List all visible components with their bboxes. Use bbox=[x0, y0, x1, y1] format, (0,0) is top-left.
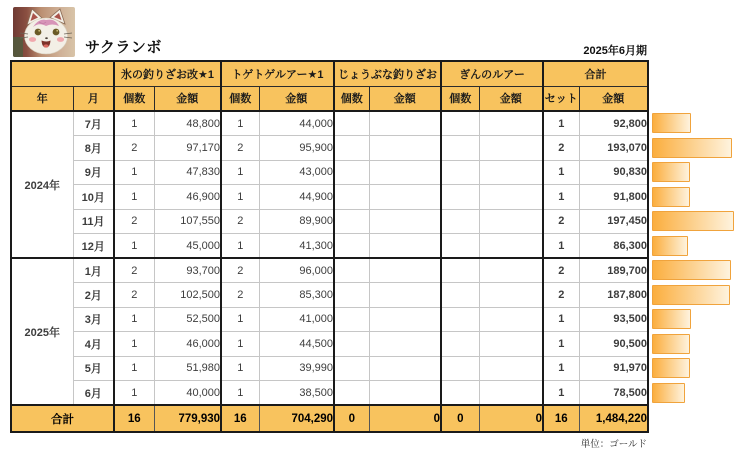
cell-a1: 93,700 bbox=[154, 258, 221, 283]
cell-c1: 2 bbox=[114, 209, 154, 234]
cell-c4 bbox=[441, 185, 479, 210]
cell-a4 bbox=[479, 332, 543, 357]
cell-c3 bbox=[334, 111, 369, 136]
col-header-count-4: 個数 bbox=[441, 86, 479, 111]
month-cell: 10月 bbox=[73, 185, 114, 210]
cell-total: 93,500 bbox=[579, 307, 648, 332]
month-cell: 4月 bbox=[73, 332, 114, 357]
total-amount-bar bbox=[652, 211, 734, 231]
cell-c4 bbox=[441, 160, 479, 185]
month-data-row bbox=[11, 209, 648, 234]
cell-a1: 46,000 bbox=[154, 332, 221, 357]
cell-a4 bbox=[479, 307, 543, 332]
cell-c2: 2 bbox=[221, 258, 259, 283]
cell-set: 2 bbox=[543, 283, 579, 308]
cell-c1: 1 bbox=[114, 111, 154, 136]
cell-c1: 2 bbox=[114, 258, 154, 283]
cell-set: 1 bbox=[543, 381, 579, 406]
year-cell: 2025年 bbox=[11, 258, 73, 405]
grand-total-amount: 1,484,220 bbox=[579, 405, 648, 432]
cell-a4 bbox=[479, 136, 543, 161]
cell-c2: 1 bbox=[221, 111, 259, 136]
cell-set: 1 bbox=[543, 234, 579, 259]
cell-a2: 43,000 bbox=[259, 160, 334, 185]
month-cell: 11月 bbox=[73, 209, 114, 234]
month-data-row bbox=[11, 258, 648, 283]
cell-a3 bbox=[369, 381, 441, 406]
col-header-month: 月 bbox=[73, 86, 114, 111]
cell-a4 bbox=[479, 283, 543, 308]
col-header-count-1: 個数 bbox=[114, 86, 154, 111]
cell-c2: 1 bbox=[221, 307, 259, 332]
cell-a1: 46,900 bbox=[154, 185, 221, 210]
total-amount-bar bbox=[652, 260, 731, 280]
cell-c4 bbox=[441, 209, 479, 234]
total-amount-bar bbox=[652, 187, 690, 207]
cell-a4 bbox=[479, 381, 543, 406]
month-data-row bbox=[11, 160, 648, 185]
col-header-amount-3: 金額 bbox=[369, 86, 441, 111]
cell-a1: 48,800 bbox=[154, 111, 221, 136]
cell-c3 bbox=[334, 356, 369, 381]
cell-a2: 96,000 bbox=[259, 258, 334, 283]
total-amount-bar bbox=[652, 285, 730, 305]
cell-a4 bbox=[479, 185, 543, 210]
cell-c3 bbox=[334, 160, 369, 185]
cell-a4 bbox=[479, 160, 543, 185]
cell-c1: 2 bbox=[114, 136, 154, 161]
avatar bbox=[13, 7, 75, 57]
cell-total: 187,800 bbox=[579, 283, 648, 308]
month-data-row bbox=[11, 332, 648, 357]
cell-set: 1 bbox=[543, 160, 579, 185]
grand-total-row bbox=[11, 405, 648, 432]
cell-a1: 47,830 bbox=[154, 160, 221, 185]
total-amount-bar bbox=[652, 113, 691, 133]
col-header-count-2: 個数 bbox=[221, 86, 259, 111]
cell-c4 bbox=[441, 234, 479, 259]
year-cell: 2024年 bbox=[11, 111, 73, 258]
page-title: サクランボ bbox=[85, 39, 162, 56]
cell-c3 bbox=[334, 307, 369, 332]
cell-c4 bbox=[441, 356, 479, 381]
total-amount-4: 0 bbox=[479, 405, 543, 432]
month-data-row bbox=[11, 185, 648, 210]
cell-c2: 1 bbox=[221, 185, 259, 210]
total-amount-bar bbox=[652, 236, 688, 256]
cell-a1: 40,000 bbox=[154, 381, 221, 406]
cell-c2: 1 bbox=[221, 234, 259, 259]
cell-c3 bbox=[334, 209, 369, 234]
cell-a2: 44,900 bbox=[259, 185, 334, 210]
group-header-spiky-lure: トゲトゲルアー★1 bbox=[221, 61, 334, 86]
month-cell: 5月 bbox=[73, 356, 114, 381]
cell-a2: 95,900 bbox=[259, 136, 334, 161]
cell-c3 bbox=[334, 381, 369, 406]
cell-a3 bbox=[369, 160, 441, 185]
cell-total: 90,830 bbox=[579, 160, 648, 185]
total-amount-bar bbox=[652, 383, 685, 403]
cell-a3 bbox=[369, 185, 441, 210]
cell-c3 bbox=[334, 332, 369, 357]
cell-a1: 51,980 bbox=[154, 356, 221, 381]
cell-total: 78,500 bbox=[579, 381, 648, 406]
cell-a3 bbox=[369, 332, 441, 357]
cell-c4 bbox=[441, 283, 479, 308]
total-amount-2: 704,290 bbox=[259, 405, 334, 432]
cell-a3 bbox=[369, 209, 441, 234]
month-cell: 1月 bbox=[73, 258, 114, 283]
cell-c1: 1 bbox=[114, 234, 154, 259]
cell-a3 bbox=[369, 234, 441, 259]
total-count-3: 0 bbox=[334, 405, 369, 432]
total-amount-bar bbox=[652, 334, 690, 354]
cell-c2: 1 bbox=[221, 332, 259, 357]
cell-total: 189,700 bbox=[579, 258, 648, 283]
cell-a4 bbox=[479, 356, 543, 381]
month-cell: 7月 bbox=[73, 111, 114, 136]
corner-cell bbox=[11, 61, 114, 86]
cell-a2: 44,500 bbox=[259, 332, 334, 357]
cell-a2: 85,300 bbox=[259, 283, 334, 308]
month-cell: 12月 bbox=[73, 234, 114, 259]
total-amount-1: 779,930 bbox=[154, 405, 221, 432]
month-data-row bbox=[11, 136, 648, 161]
cell-a3 bbox=[369, 258, 441, 283]
cell-a1: 52,500 bbox=[154, 307, 221, 332]
month-cell: 3月 bbox=[73, 307, 114, 332]
cell-a3 bbox=[369, 111, 441, 136]
month-data-row bbox=[11, 283, 648, 308]
total-amount-3: 0 bbox=[369, 405, 441, 432]
cell-a2: 41,300 bbox=[259, 234, 334, 259]
group-header-sturdy-rod: じょうぶな釣りざお bbox=[334, 61, 441, 86]
cell-c1: 2 bbox=[114, 283, 154, 308]
cell-total: 92,800 bbox=[579, 111, 648, 136]
total-count-4: 0 bbox=[441, 405, 479, 432]
cell-set: 1 bbox=[543, 307, 579, 332]
col-header-year: 年 bbox=[11, 86, 73, 111]
cell-c2: 1 bbox=[221, 356, 259, 381]
cell-a1: 107,550 bbox=[154, 209, 221, 234]
col-header-amount-1: 金額 bbox=[154, 86, 221, 111]
col-header-count-3: 個数 bbox=[334, 86, 369, 111]
sales-report-table bbox=[10, 60, 649, 433]
cell-c3 bbox=[334, 185, 369, 210]
cell-a2: 89,900 bbox=[259, 209, 334, 234]
cell-total: 193,070 bbox=[579, 136, 648, 161]
cell-c3 bbox=[334, 136, 369, 161]
group-header-row bbox=[11, 61, 648, 86]
cell-set: 1 bbox=[543, 332, 579, 357]
cell-a1: 97,170 bbox=[154, 136, 221, 161]
cat-avatar-image bbox=[13, 7, 75, 57]
cell-c2: 1 bbox=[221, 381, 259, 406]
cell-c4 bbox=[441, 111, 479, 136]
month-data-row bbox=[11, 356, 648, 381]
cell-c4 bbox=[441, 136, 479, 161]
col-header-set: セット bbox=[543, 86, 579, 111]
cell-a4 bbox=[479, 258, 543, 283]
cell-c1: 1 bbox=[114, 185, 154, 210]
cell-c4 bbox=[441, 307, 479, 332]
total-amount-bar bbox=[652, 138, 732, 158]
cell-a3 bbox=[369, 136, 441, 161]
cell-a4 bbox=[479, 209, 543, 234]
cell-set: 2 bbox=[543, 136, 579, 161]
month-data-row bbox=[11, 111, 648, 136]
unit-note: 単位：ゴールド bbox=[580, 439, 647, 450]
cell-c3 bbox=[334, 258, 369, 283]
cell-total: 86,300 bbox=[579, 234, 648, 259]
cell-c2: 2 bbox=[221, 209, 259, 234]
cell-set: 1 bbox=[543, 185, 579, 210]
cell-c1: 1 bbox=[114, 356, 154, 381]
cell-c1: 1 bbox=[114, 160, 154, 185]
cell-c4 bbox=[441, 381, 479, 406]
cell-c3 bbox=[334, 283, 369, 308]
grand-total-label: 合計 bbox=[11, 405, 114, 432]
cell-c1: 1 bbox=[114, 307, 154, 332]
col-header-amount-4: 金額 bbox=[479, 86, 543, 111]
cell-a3 bbox=[369, 356, 441, 381]
month-data-row bbox=[11, 381, 648, 406]
cell-total: 91,800 bbox=[579, 185, 648, 210]
month-data-row bbox=[11, 234, 648, 259]
month-cell: 9月 bbox=[73, 160, 114, 185]
total-amount-bar bbox=[652, 162, 690, 182]
cell-a1: 45,000 bbox=[154, 234, 221, 259]
group-header-total: 合計 bbox=[543, 61, 648, 86]
cell-set: 2 bbox=[543, 209, 579, 234]
cell-set: 1 bbox=[543, 111, 579, 136]
group-header-silver-lure: ぎんのルアー bbox=[441, 61, 543, 86]
cell-c1: 1 bbox=[114, 332, 154, 357]
col-header-total-amount: 金額 bbox=[579, 86, 648, 111]
cell-set: 2 bbox=[543, 258, 579, 283]
cell-total: 91,970 bbox=[579, 356, 648, 381]
group-header-ice-rod: 氷の釣りざお改★1 bbox=[114, 61, 221, 86]
period-label: 2025年6月期 bbox=[583, 45, 647, 57]
cell-c4 bbox=[441, 332, 479, 357]
month-data-row bbox=[11, 307, 648, 332]
cell-a1: 102,500 bbox=[154, 283, 221, 308]
cell-a2: 44,000 bbox=[259, 111, 334, 136]
cell-c2: 2 bbox=[221, 283, 259, 308]
cell-a3 bbox=[369, 307, 441, 332]
total-amount-bar bbox=[652, 358, 690, 378]
cell-c2: 2 bbox=[221, 136, 259, 161]
month-cell: 8月 bbox=[73, 136, 114, 161]
cell-set: 1 bbox=[543, 356, 579, 381]
cell-c3 bbox=[334, 234, 369, 259]
cell-c4 bbox=[441, 258, 479, 283]
total-amount-bar bbox=[652, 309, 691, 329]
cell-a2: 41,000 bbox=[259, 307, 334, 332]
month-cell: 6月 bbox=[73, 381, 114, 406]
cell-c1: 1 bbox=[114, 381, 154, 406]
cell-c2: 1 bbox=[221, 160, 259, 185]
total-count-1: 16 bbox=[114, 405, 154, 432]
month-cell: 2月 bbox=[73, 283, 114, 308]
cell-a2: 38,500 bbox=[259, 381, 334, 406]
cell-a4 bbox=[479, 234, 543, 259]
cell-a4 bbox=[479, 111, 543, 136]
cell-a3 bbox=[369, 283, 441, 308]
cell-a2: 39,990 bbox=[259, 356, 334, 381]
cell-total: 90,500 bbox=[579, 332, 648, 357]
column-header-row bbox=[11, 86, 648, 111]
cell-total: 197,450 bbox=[579, 209, 648, 234]
total-set-count: 16 bbox=[543, 405, 579, 432]
col-header-amount-2: 金額 bbox=[259, 86, 334, 111]
total-count-2: 16 bbox=[221, 405, 259, 432]
